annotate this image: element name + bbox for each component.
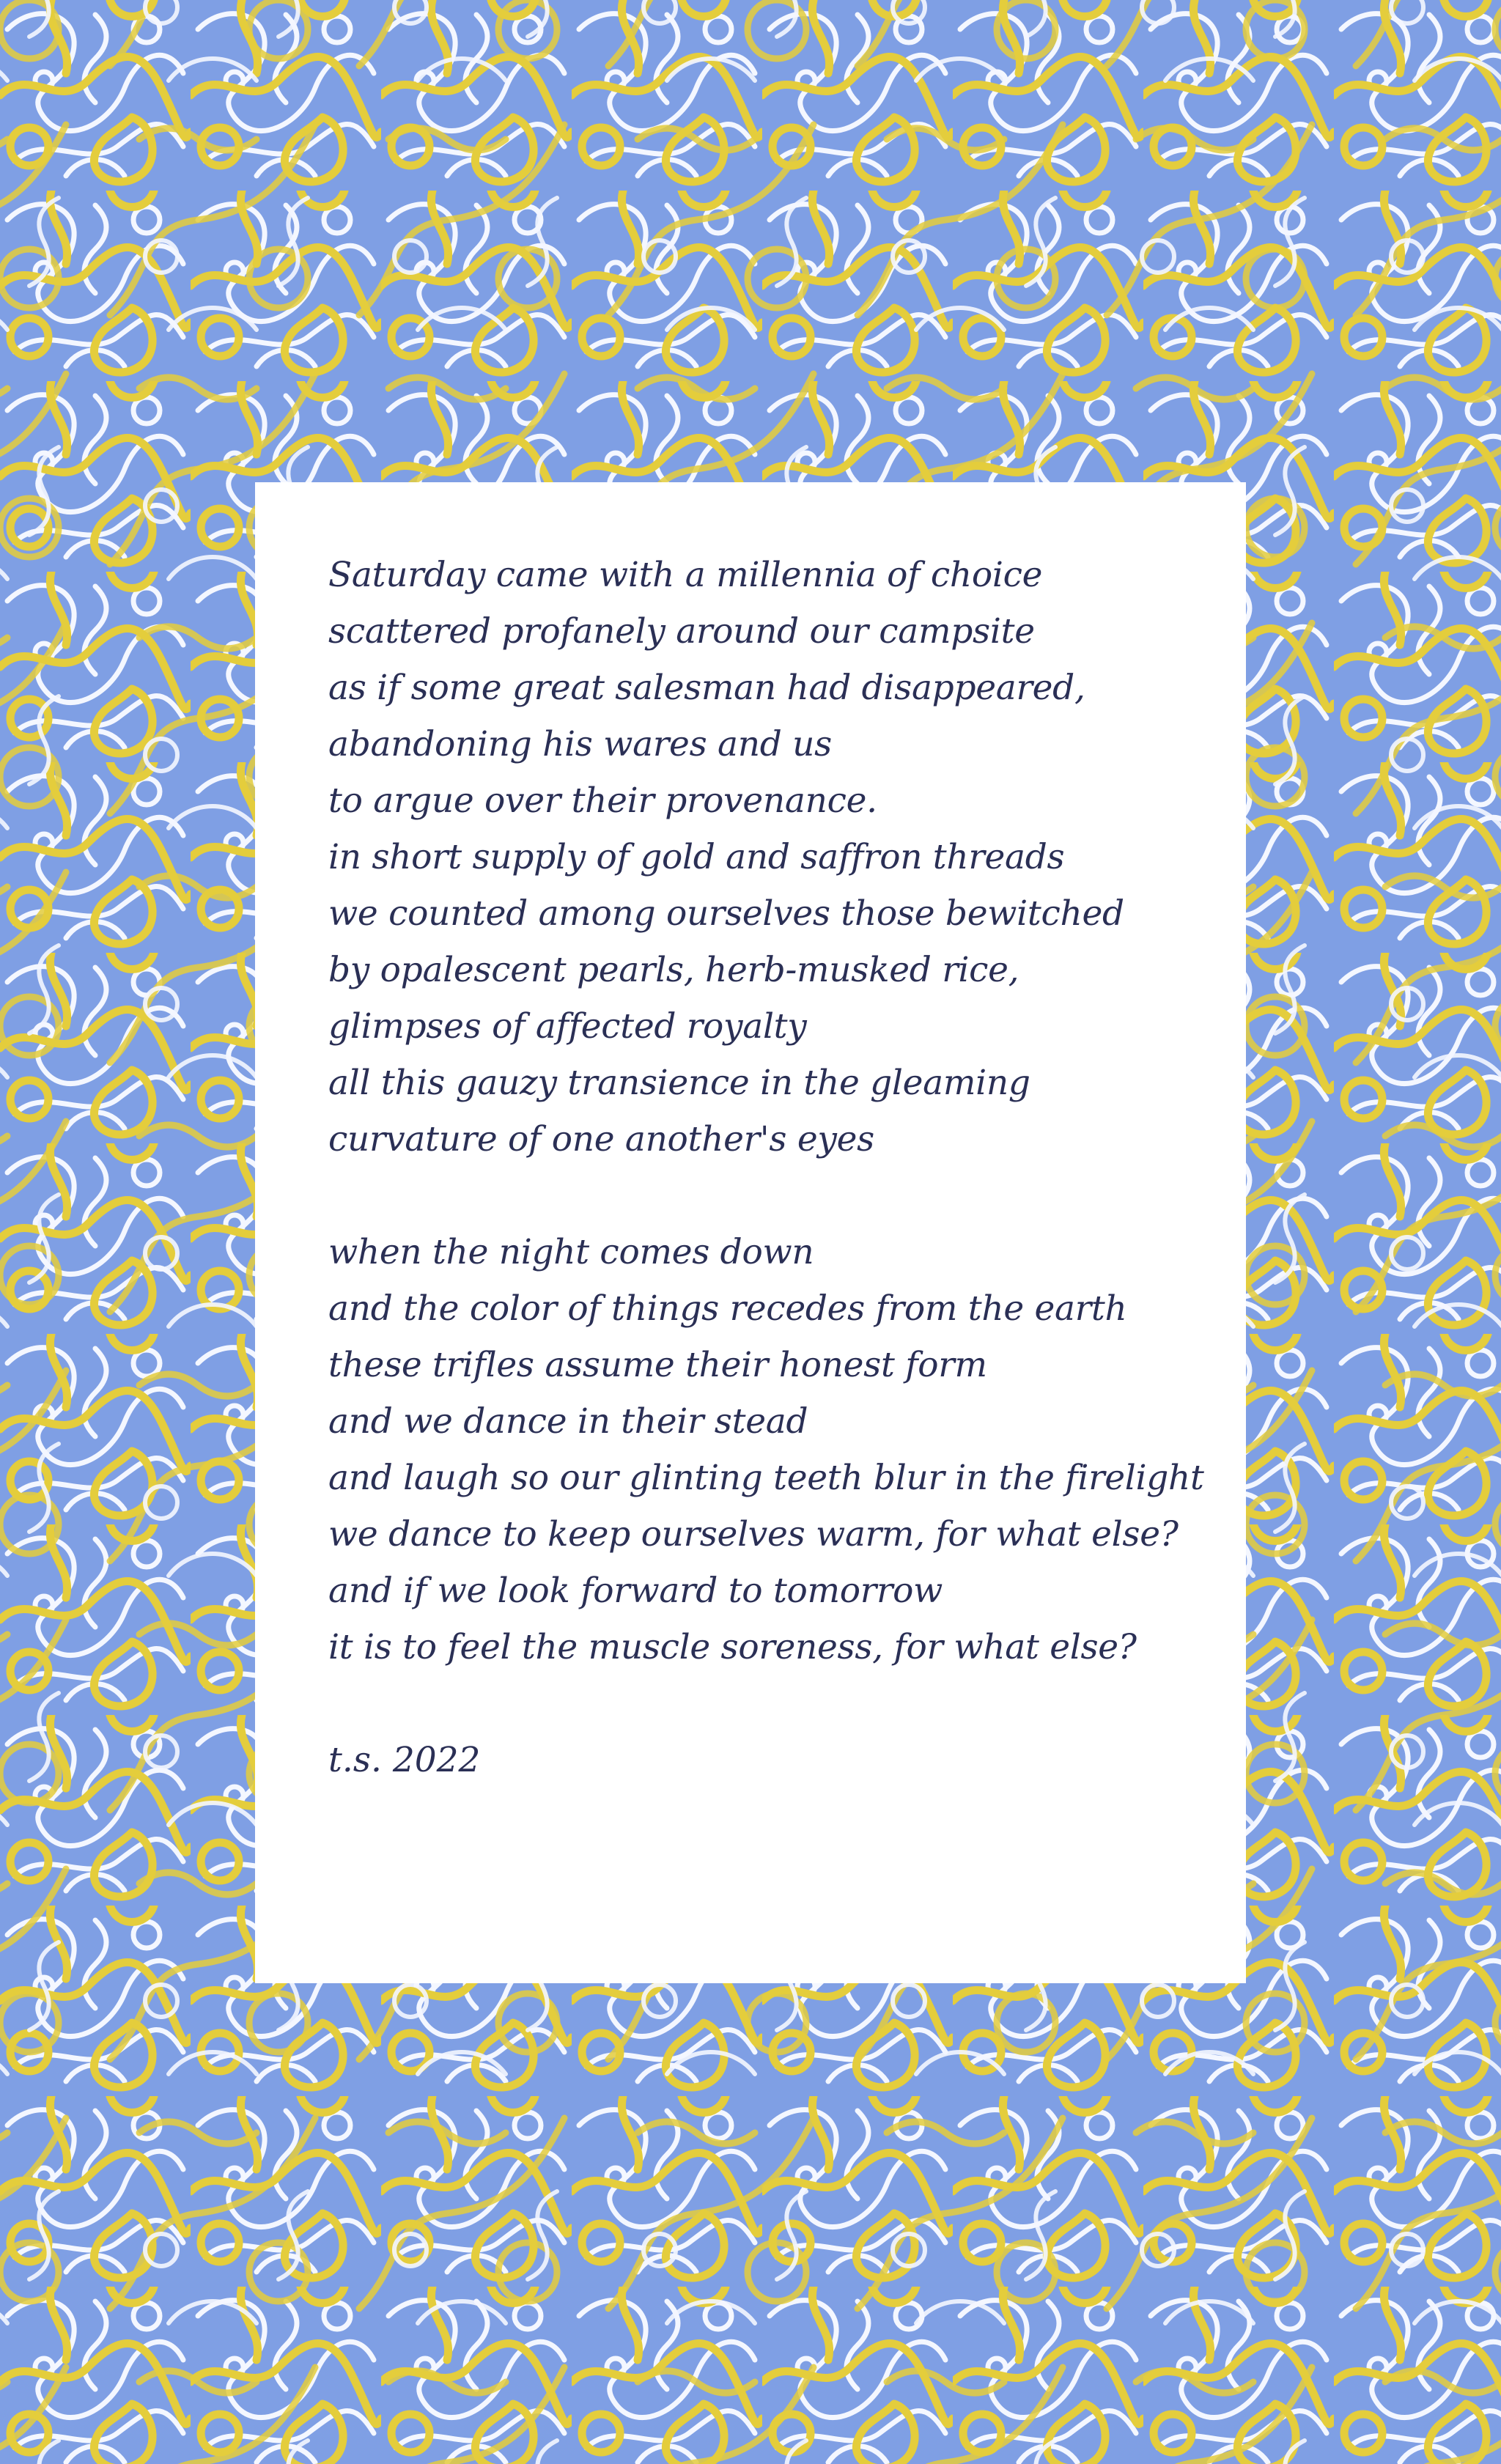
poem-line: all this gauzy transience in the gleaming	[328, 1063, 1030, 1103]
poem-line: Saturday came with a millennia of choice	[328, 555, 1043, 595]
poem-line: it is to feel the muscle soreness, for what else?	[328, 1627, 1137, 1667]
poem-line: and if we look forward to tomorrow	[328, 1571, 943, 1611]
stanza-1	[328, 547, 1217, 1168]
signature: t.s. 2022	[328, 1740, 481, 1780]
poem-line: and the color of things recedes from the earth	[328, 1288, 1127, 1329]
poem-line: in short supply of gold and saffron threads	[328, 837, 1065, 877]
poem-line: and laugh so our glinting teeth blur in the firelight	[328, 1458, 1204, 1498]
poem-line: and we dance in their stead	[328, 1401, 808, 1442]
poem-card	[255, 482, 1246, 1983]
poem-line: these trifles assume their honest form	[328, 1345, 987, 1385]
poem-line: we counted among ourselves those bewitched	[328, 893, 1124, 934]
poem-line: scattered profanely around our campsite	[328, 611, 1035, 652]
stanza-2	[328, 1224, 1217, 1675]
poem-line: when the night comes down	[328, 1232, 814, 1272]
poem-line: as if some great salesman had disappeared,	[328, 668, 1085, 708]
poem-line: by opalescent pearls, herb-musked rice,	[328, 950, 1019, 990]
poem-line: abandoning his wares and us	[328, 724, 832, 764]
poem-line: glimpses of affected royalty	[328, 1006, 807, 1047]
poem-line: to argue over their provenance.	[328, 781, 877, 821]
poem-line: curvature of one another's eyes	[328, 1119, 874, 1159]
poem-line: we dance to keep ourselves warm, for what else?	[328, 1514, 1179, 1554]
poem-body	[328, 547, 1217, 1675]
